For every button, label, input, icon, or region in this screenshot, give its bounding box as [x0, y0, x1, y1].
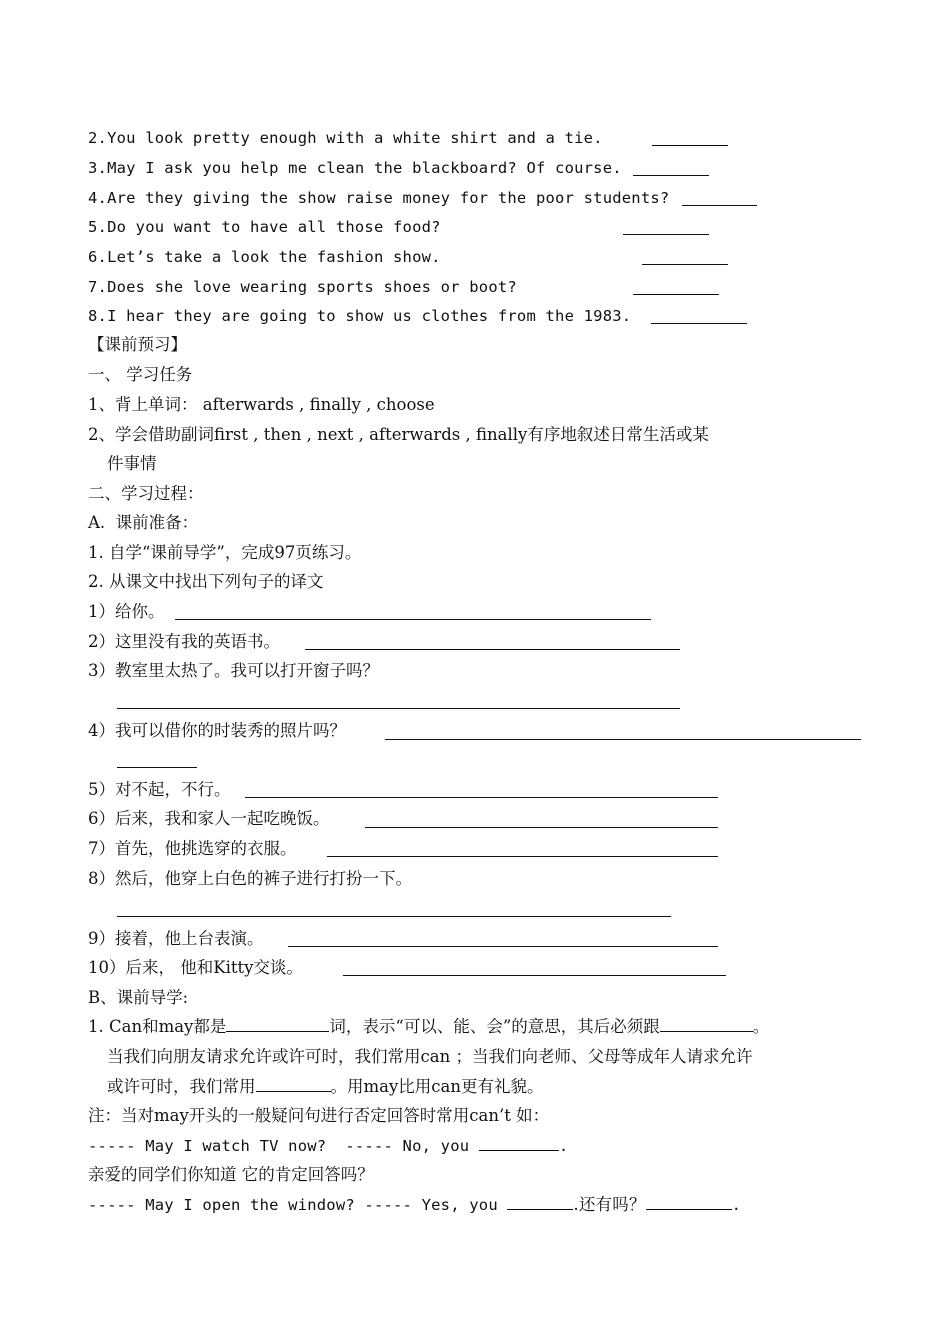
- sentence-3: 3）教室里太热了。我可以打开窗子吗？: [88, 661, 379, 680]
- sentence-2: 2）这里没有我的英语书。: [88, 632, 280, 651]
- dialog-blank-3[interactable]: [646, 1195, 732, 1210]
- translation-blank-1[interactable]: [175, 619, 651, 620]
- dialog-blank-1[interactable]: [479, 1136, 559, 1151]
- answer-blank-5[interactable]: [623, 234, 709, 235]
- partB-title: B、课前导学:: [88, 988, 189, 1007]
- exercise-item-3: 3.May I ask you help me clean the blackboard? Of course.: [88, 159, 622, 177]
- translation-blank-10[interactable]: [343, 975, 726, 976]
- answer-blank-8[interactable]: [651, 323, 747, 324]
- translation-blank-4-cont[interactable]: [117, 767, 197, 768]
- section-title-preview: 【课前预习】: [88, 335, 187, 354]
- part2-title: 二、学习过程：: [88, 484, 204, 503]
- sentence-4: 4）我可以借你的时装秀的照片吗？: [88, 721, 346, 740]
- partB-item-1-line1: 1. Can和may都是 词，表示“可以、能、会”的意思，其后必须跟 。: [88, 1017, 770, 1036]
- exercise-item-2: 2.You look pretty enough with a white shirt and a tie.: [88, 129, 603, 147]
- exercise-item-5: 5.Do you want to have all those food?: [88, 218, 441, 236]
- partB-item-1-line2: 当我们向朋友请求允许或许可时，我们常用can ；当我们向老师、父母等成年人请求允许: [107, 1047, 753, 1066]
- partA-item-2: 2. 从课文中找出下列句子的译文: [88, 572, 324, 591]
- translation-blank-3[interactable]: [117, 708, 680, 709]
- note-line: 注：当对may开头的一般疑问句进行否定回答时常用can’t 如：: [88, 1106, 550, 1125]
- task-1: 1、背上单词： afterwards , finally , choose: [88, 395, 435, 414]
- partB-item-1-line3: 或许可时，我们常用 。用may比用can更有礼貌。: [107, 1077, 544, 1096]
- translation-blank-5[interactable]: [245, 797, 718, 798]
- grammar-blank-word-type[interactable]: [226, 1017, 329, 1032]
- partA-title: A. 课前准备：: [88, 513, 199, 532]
- translation-blank-7[interactable]: [327, 856, 718, 857]
- sentence-9: 9）接着，他上台表演。: [88, 929, 264, 948]
- translation-blank-2[interactable]: [305, 649, 680, 650]
- partA-item-1: 1. 自学“课前导学”，完成97页练习。: [88, 543, 362, 562]
- exercise-item-7: 7.Does she love wearing sports shoes or boot?: [88, 278, 517, 296]
- grammar-blank-follows[interactable]: [660, 1017, 753, 1032]
- sentence-10: 10）后来， 他和Kitty交谈。: [88, 958, 303, 977]
- sentence-5: 5）对不起，不行。: [88, 780, 231, 799]
- sentence-6: 6）后来，我和家人一起吃晚饭。: [88, 809, 330, 828]
- translation-blank-4[interactable]: [385, 739, 861, 740]
- answer-blank-4[interactable]: [682, 205, 757, 206]
- translation-blank-9[interactable]: [288, 946, 718, 947]
- sentence-1: 1）给你。: [88, 602, 165, 621]
- part1-title: 一、 学习任务: [88, 365, 193, 384]
- dialog-1: ----- May I watch TV now? ----- No, you .: [88, 1137, 569, 1155]
- translation-blank-8[interactable]: [117, 916, 671, 917]
- task-2-line1: 2、学会借助副词first , then , next , afterwards , finally有序地叙述日常生活或某: [88, 425, 709, 444]
- grammar-blank-polite[interactable]: [256, 1077, 331, 1092]
- question-line: 亲爱的同学们你知道 它的肯定回答吗？: [88, 1165, 374, 1184]
- sentence-8: 8）然后，他穿上白色的裤子进行打扮一下。: [88, 869, 412, 888]
- exercise-item-6: 6.Let’s take a look the fashion show.: [88, 248, 441, 266]
- task-2-line2: 件事情: [107, 454, 157, 473]
- sentence-7: 7）首先，他挑选穿的衣服。: [88, 839, 297, 858]
- answer-blank-2[interactable]: [652, 145, 728, 146]
- dialog-blank-2[interactable]: [507, 1195, 573, 1210]
- answer-blank-6[interactable]: [642, 264, 728, 265]
- exercise-item-4: 4.Are they giving the show raise money for the poor students?: [88, 189, 670, 207]
- answer-blank-3[interactable]: [633, 175, 709, 176]
- exercise-item-8: 8.I hear they are going to show us clothes from the 1983.: [88, 307, 632, 325]
- answer-blank-7[interactable]: [633, 294, 719, 295]
- dialog-2: ----- May I open the window? ----- Yes, you .还有吗？ .: [88, 1195, 742, 1214]
- translation-blank-6[interactable]: [365, 827, 718, 828]
